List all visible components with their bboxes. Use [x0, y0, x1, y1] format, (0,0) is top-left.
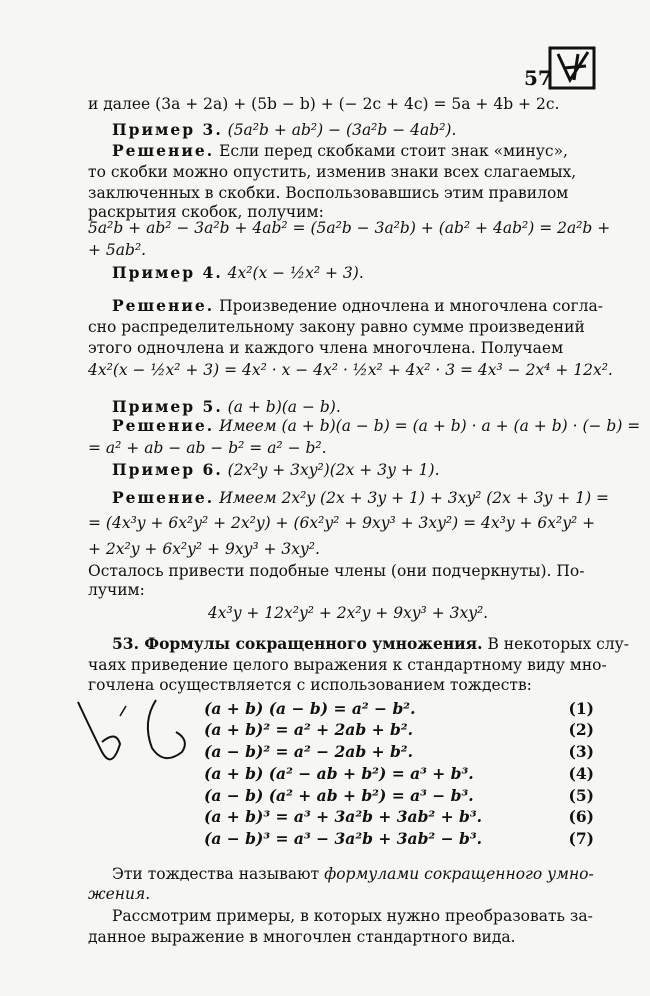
solution-line: Решение. Произведение одночлена и многочлена согла-	[112, 296, 603, 315]
text-line: чаях приведение целого выражения к стандартному виду мно-	[88, 656, 607, 674]
example-heading: Пример 5. (a + b)(a − b).	[112, 397, 341, 416]
page-number: 57	[524, 66, 552, 90]
text-line: заключенных в скобки. Воспользовавшись этим правилом	[88, 184, 569, 202]
solution-line: Решение. Если перед скобками стоит знак «минус»,	[112, 141, 568, 160]
solution-line: Решение. Имеем (a + b)(a − b) = (a + b) · a + (a + b) · (− b) =	[112, 416, 641, 435]
math-line: = a² + ab − ab − b² = a² − b².	[88, 439, 327, 457]
library-stamp-icon	[548, 46, 596, 90]
text-line: раскрытия скобок, получим:	[88, 203, 324, 221]
text-line: и далее (3a + 2a) + (5b − b) + (− 2c + 4c) = 5a + 4b + 2c.	[88, 95, 560, 113]
text-line: гочлена осуществляется с использованием тождеств:	[88, 676, 532, 694]
section-heading: 53. Формулы сокращенного умножения. В некоторых слу-	[112, 634, 630, 653]
text-line: этого одночлена и каждого члена многочлена. Получаем	[88, 339, 564, 357]
example-heading: Пример 3. (5a²b + ab²) − (3a²b − 4ab²).	[112, 120, 457, 139]
math-line: + 5ab².	[88, 241, 147, 259]
text-line: Эти тождества называют формулами сокращенного умно-	[112, 865, 594, 883]
text-line: то скобки можно опустить, изменив знаки всех слагаемых,	[88, 163, 577, 181]
textbook-page: 57 и далее (3a + 2a) + (5b − b) + (− 2c + 4c) = 5a + 4b + 2c. Пример 3. (5a²b + ab²) − (3a²b − 4ab²). Решение. Если перед скобками стоит знак «минус», то скобки можно опустить, изменив знаки всех слагаемых, заключенных в скобки. Воспользовавшись этим правилом раскрытия скобок, получим: 5a²b + ab² − 3a²b + 4ab² = (5a²b − 3a²b) + (ab² + 4ab²) = 2a²b + + 5ab². Пример 4. 4x²(x − ½x² + 3). Решение. Произведение одночлена и многочлена согла- сно распределительному закону равно сумме произведений этого одночлена и каждого члена многочлена. Получаем 4x²(x − ½x² + 3) = 4x² · x − 4x² · ½x² + 4x² · 3 = 4x³ − 2x⁴ + 12x². Пример 5. (a + b)(a − b). Решение. Имеем (a + b)(a − b) = (a + b) · a + (a + b) · (− b) = = a² + ab − ab − b² = a² − b². Пример 6. (2x²y + 3xy²)(2x + 3y + 1). Решение. Имеем 2x²y (2x + 3y + 1) + 3xy² (2x + 3y + 1) = = (4x³y + 6x²y² + 2x²y) + (6x²y² + 9xy³ + 3xy²) = 4x³y + 6x²y² + + 2x²y + 6x²y² + 9xy³ + 3xy². Осталось привести подобные члены (они подчеркнуты). По- лучим: 4x³y + 12x²y² + 2x²y + 9xy³ + 3xy². 53. Формулы сокращенного умножения. В некоторых слу- чаях приведение целого выражения к стандартному виду мно- гочлена осуществляется с использованием тождеств: (a + b) (a − b) = a² − b². (1) (a + b)² = a² + 2ab + b². (2) (a − b)² = a² − 2ab + b². (3) (a + b) (a² − ab + b²) = a³ + b³. (4) (a − b) (a² + ab + b²) = a³ − b³. (5) (a + b)³ = a³ + 3a²b + 3ab² + b³. (6) (a − b)³ = a³ − 3a²b + 3ab² − b³. (7) Эти тождества называют формулами сокращенного умно- жения. Рассмотрим примеры, в которых нужно преобразовать за- данное выражение в многочлен стандартного вида.	[0, 0, 650, 996]
text-line: Рассмотрим примеры, в которых нужно преобразовать за-	[112, 907, 593, 925]
text-line: данное выражение в многочлен стандартного вида.	[88, 928, 516, 946]
math-line: 5a²b + ab² − 3a²b + 4ab² = (5a²b − 3a²b) + (ab² + 4ab²) = 2a²b +	[88, 219, 611, 237]
text-line: сно распределительному закону равно сумме произведений	[88, 318, 585, 336]
math-line: + 2x²y + 6x²y² + 9xy³ + 3xy².	[88, 540, 320, 558]
text-line: Осталось привести подобные члены (они подчеркнуты). По-	[88, 562, 585, 580]
text-line: жения.	[88, 885, 151, 903]
math-line: 4x³y + 12x²y² + 2x²y + 9xy³ + 3xy².	[207, 604, 489, 622]
handwritten-doodle-icon	[72, 692, 202, 772]
math-line: = (4x³y + 6x²y² + 2x²y) + (6x²y² + 9xy³ + 3xy²) = 4x³y + 6x²y² +	[88, 514, 596, 532]
math-line: 4x²(x − ½x² + 3) = 4x² · x − 4x² · ½x² + 4x² · 3 = 4x³ − 2x⁴ + 12x².	[88, 361, 613, 379]
solution-line: Решение. Имеем 2x²y (2x + 3y + 1) + 3xy² (2x + 3y + 1) =	[112, 488, 610, 507]
example-heading: Пример 4. 4x²(x − ½x² + 3).	[112, 263, 364, 282]
example-heading: Пример 6. (2x²y + 3xy²)(2x + 3y + 1).	[112, 460, 440, 479]
text-line: лучим:	[88, 581, 145, 599]
